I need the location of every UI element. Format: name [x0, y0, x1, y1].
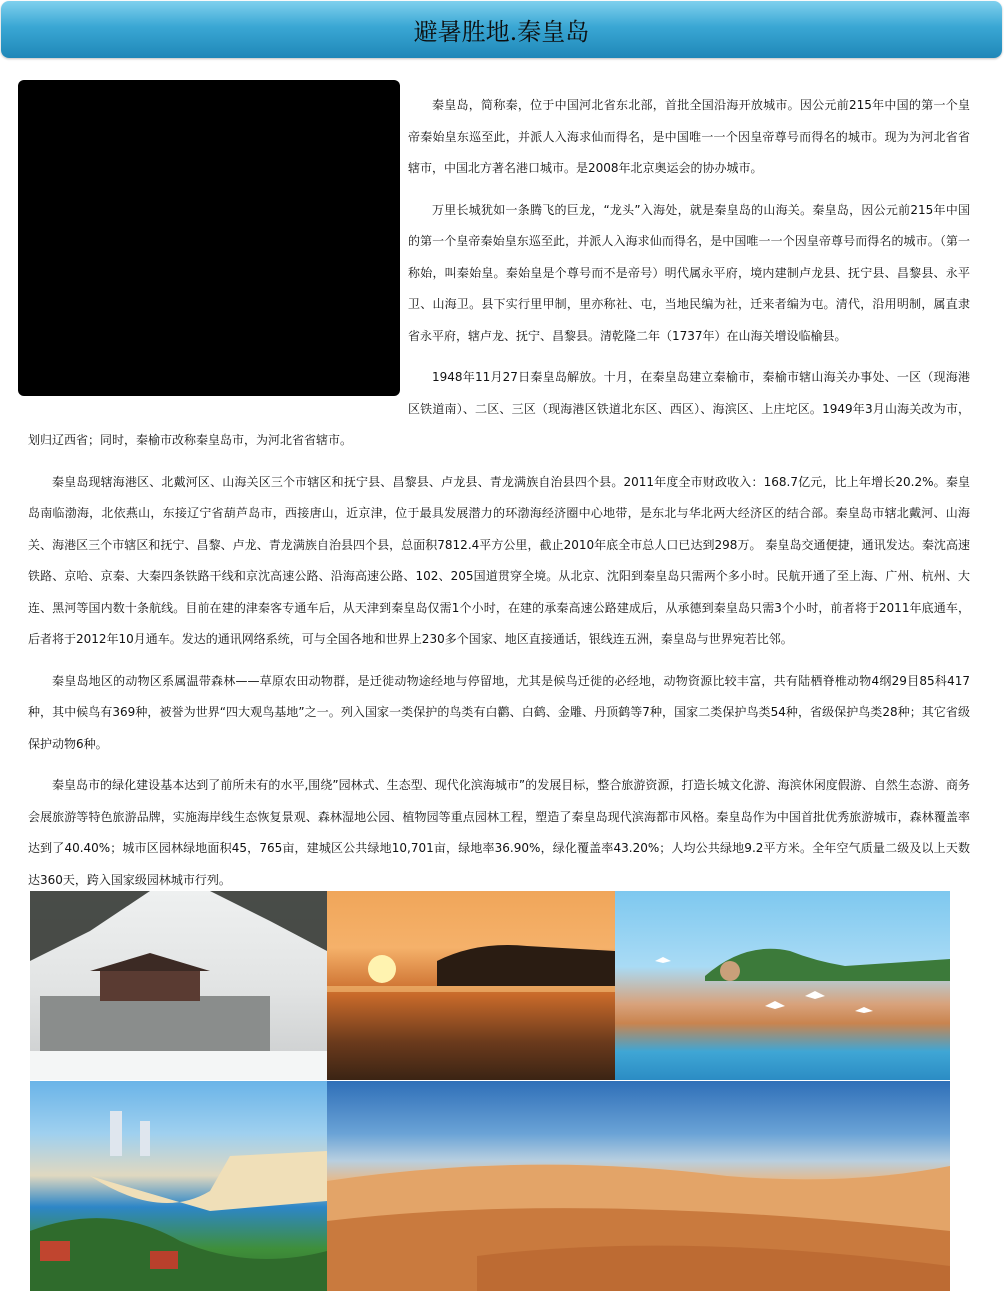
photo-desert-dunes — [327, 1081, 950, 1291]
photo-city-gate-snow — [30, 891, 327, 1080]
photo-coastal-city — [30, 1081, 327, 1291]
paragraph: 秦皇岛市的绿化建设基本达到了前所未有的水平,围绕”园林式、生态型、现代化滨海城市”的发展目标，整合旅游资源，打造长城文化游、海滨休闲度假游、自然生态游、商务会展旅游等特色旅游品牌，实施海岸线生态恢复景观、森林湿地公园、植物园等重点园林工程，塑造了秦皇岛现代滨海都市风格。秦皇岛作为中国首批优秀旅游城市，森林覆盖率达到了40.40%；城市区园林绿地面积45，765亩，建城区公共绿地10,701亩，绿地率36.90%，绿化覆盖率43.20%；人均公共绿地9.2平方米。全年空气质量二级及以上天数达360天，跨入国家级园林城市行列。 — [28, 778, 970, 887]
paragraph: 秦皇岛地区的动物区系属温带森林——草原农田动物群，是迁徙动物途经地与停留地，尤其是候鸟迁徙的必经地，动物资源比较丰富，共有陆栖脊椎动物4纲29目85科417种，其中候鸟有369种，被誉为世界“四大观鸟基地”之一。列入国家一类保护的鸟类有白鹳、白鹤、金雕、丹顶鹤等7种，国家二类保护鸟类54种，省级保护鸟类28种；其它省级保护动物6种。 — [28, 673, 970, 751]
video-spacer — [28, 90, 408, 395]
paragraph: 万里长城犹如一条腾飞的巨龙，“龙头”入海处，就是秦皇岛的山海关。秦皇岛，因公元前215年中国的第一个皇帝秦始皇东巡至此，并派人入海求仙而得名，是中国唯一一个因皇帝尊号而得名的城市。（第一称始，叫秦始皇。秦始皇是个尊号而不是帝号）明代属永平府，境内建制卢龙县、抚宁县、昌黎县、永平卫、山海卫。县下实行里甲制，里亦称社、屯，当地民编为社，迁来者编为屯。清代，沿用明制，属直隶省永平府，辖卢龙、抚宁、昌黎县。清乾隆二年（1737年）在山海关增设临榆县。 — [408, 202, 970, 343]
paragraph: 1948年11月27日秦皇岛解放。十月，在秦皇岛建立秦榆市，秦榆市辖山海关办事处、一区（现海港区铁道南）、二区、三区（现海港区铁道北东区、西区）、海滨区、上庄坨区。1949年3月山海关改为市，划归辽西省；同时，秦榆市改称秦皇岛市，为河北省省辖市。 — [28, 370, 970, 447]
paragraph: 秦皇岛，简称秦，位于中国河北省东北部，首批全国沿海开放城市。因公元前215年中国的第一个皇帝秦始皇东巡至此，并派人入海求仙而得名，是中国唯一一个因皇帝尊号而得名的城市。现为为河北省省辖市，中国北方著名港口城市。是2008年北京奥运会的协办城市。 — [408, 98, 970, 175]
photo-birds-beach — [615, 891, 950, 1080]
photo-sunset-sea — [327, 891, 615, 1080]
page-title: 避暑胜地.秦皇岛 — [413, 18, 590, 46]
article-body — [28, 90, 970, 906]
paragraph: 秦皇岛现辖海港区、北戴河区、山海关区三个市辖区和抚宁县、昌黎县、卢龙县、青龙满族自治县四个县。2011年度全市财政收入：168.7亿元，比上年增长20.2%。秦皇岛南临渤海，北依燕山，东接辽宁省葫芦岛市，西接唐山，近京津，位于最具发展潜力的环渤海经济圈中心地带，是东北与华北两大经济区的结合部。秦皇岛市辖北戴河、山海关、海港区三个市辖区和抚宁、昌黎、卢龙、青龙满族自治县四个县，总面积7812.4平方公里，截止2010年底全市总人口已达到298万。 秦皇岛交通便捷，通讯发达。秦沈高速铁路、京哈、京秦、大秦四条铁路干线和京沈高速公路、沿海高速公路、102、205国道贯穿全境。从北京、沈阳到秦皇岛只需两个多小时。民航开通了至上海、广州、杭州、大连、黑河等国内数十条航线。目前在建的津秦客专通车后，从天津到秦皇岛仅需1个小时，在建的承秦高速公路建成后，从承德到秦皇岛只需3个小时，前者将于2011年底通车，后者将于2012年10月通车。发达的通讯网络系统，可与全国各地和世界上230多个国家、地区直接通话，银线连五洲，秦皇岛与世界宛若比邻。 — [28, 474, 970, 646]
photo-gallery — [30, 891, 950, 1291]
page-header — [1, 1, 1002, 58]
